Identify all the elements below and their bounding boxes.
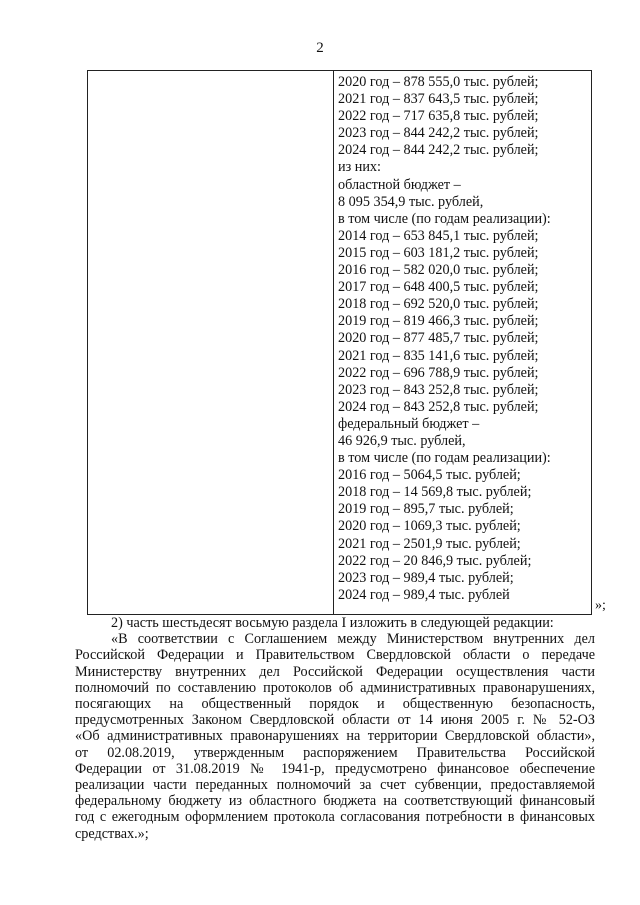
funding-line: федеральный бюджет –: [338, 415, 480, 432]
funding-line: 2022 год – 696 788,9 тыс. рублей;: [338, 364, 539, 381]
quote-line: Федерации от 31.08.2019 № 1941-р, предусмотрено финансовое обеспечение: [75, 760, 595, 777]
quote-line: Российской Федерации и Правительством Свердловской области о передаче: [75, 647, 595, 664]
quote-line: год с ежегодным оформлением протокола согласования потребности в финансовых: [75, 809, 595, 826]
funding-line: 2022 год – 717 635,8 тыс. рублей;: [338, 108, 539, 125]
funding-line: 2024 год – 843 252,8 тыс. рублей;: [338, 398, 539, 415]
page-number: 2: [316, 40, 324, 56]
funding-line: 2021 год – 837 643,5 тыс. рублей;: [338, 91, 539, 108]
funding-line: из них:: [338, 159, 381, 176]
quote-line: «В соответствии с Соглашением между Министерством внутренних дел: [111, 631, 595, 648]
intro-line: 2) часть шестьдесят восьмую раздела I изложить в следующей редакции:: [111, 615, 554, 631]
body-text: [75, 615, 595, 842]
funding-line: 2023 год – 844 242,2 тыс. рублей;: [338, 125, 539, 142]
funding-line: 2021 год – 835 141,6 тыс. рублей;: [338, 347, 539, 364]
column-divider: [333, 71, 334, 614]
quote-line: «Об административных правонарушениях на территории Свердловской области»,: [75, 728, 595, 745]
intro-paragraph: [75, 615, 595, 631]
funding-line: 2021 год – 2501,9 тыс. рублей;: [338, 535, 521, 552]
quote-line: федеральному бюджету из областного бюджета на соответствующий финансовый: [75, 793, 595, 810]
funding-line: 2016 год – 5064,5 тыс. рублей;: [338, 467, 521, 484]
funding-line: 2019 год – 819 466,3 тыс. рублей;: [338, 313, 539, 330]
quote-paragraph: [75, 631, 595, 842]
funding-line: 2015 год – 603 181,2 тыс. рублей;: [338, 244, 539, 261]
funding-line: областной бюджет –: [338, 176, 461, 193]
funding-line: 2020 год – 877 485,7 тыс. рублей;: [338, 330, 539, 347]
funding-line: 2020 год – 1069,3 тыс. рублей;: [338, 518, 521, 535]
funding-line: 2014 год – 653 845,1 тыс. рублей;: [338, 227, 539, 244]
funding-line: в том числе (по годам реализации):: [338, 450, 551, 467]
funding-line: 46 926,9 тыс. рублей,: [338, 432, 466, 449]
closing-quote-mark: »;: [595, 598, 606, 613]
program-table: [87, 70, 592, 615]
funding-line: 2016 год – 582 020,0 тыс. рублей;: [338, 262, 539, 279]
funding-line: в том числе (по годам реализации):: [338, 210, 551, 227]
funding-line: 2017 год – 648 400,5 тыс. рублей;: [338, 279, 539, 296]
funding-line: 2022 год – 20 846,9 тыс. рублей;: [338, 552, 532, 569]
quote-line: предусмотренных Законом Свердловской области от 14 июня 2005 г. № 52-ОЗ: [75, 712, 595, 729]
funding-line: 2024 год – 844 242,2 тыс. рублей;: [338, 142, 539, 159]
funding-column: [338, 74, 590, 604]
funding-line: 2020 год – 878 555,0 тыс. рублей;: [338, 74, 539, 90]
quote-line: реализации части переданных полномочий за счет субвенции, предоставляемой: [75, 777, 595, 794]
quote-line: средствах.»;: [75, 825, 149, 842]
funding-line: 2024 год – 989,4 тыс. рублей: [338, 586, 510, 603]
funding-line: 2019 год – 895,7 тыс. рублей;: [338, 501, 514, 518]
quote-line: Министерству внутренних дел Российской Федерации осуществления части: [75, 663, 595, 680]
quote-line: от 02.08.2019, утвержденным распоряжением Правительства Российской: [75, 744, 595, 761]
funding-line: 2023 год – 989,4 тыс. рублей;: [338, 569, 514, 586]
quote-line: полномочий по составлению протоколов об административных правонарушениях,: [75, 679, 595, 696]
funding-line: 2018 год – 14 569,8 тыс. рублей;: [338, 484, 532, 501]
funding-line: 8 095 354,9 тыс. рублей,: [338, 193, 484, 210]
quote-line: посягающих на общественный порядок и общественную безопасность,: [75, 696, 595, 713]
funding-line: 2018 год – 692 520,0 тыс. рублей;: [338, 296, 539, 313]
funding-line: 2023 год – 843 252,8 тыс. рублей;: [338, 381, 539, 398]
